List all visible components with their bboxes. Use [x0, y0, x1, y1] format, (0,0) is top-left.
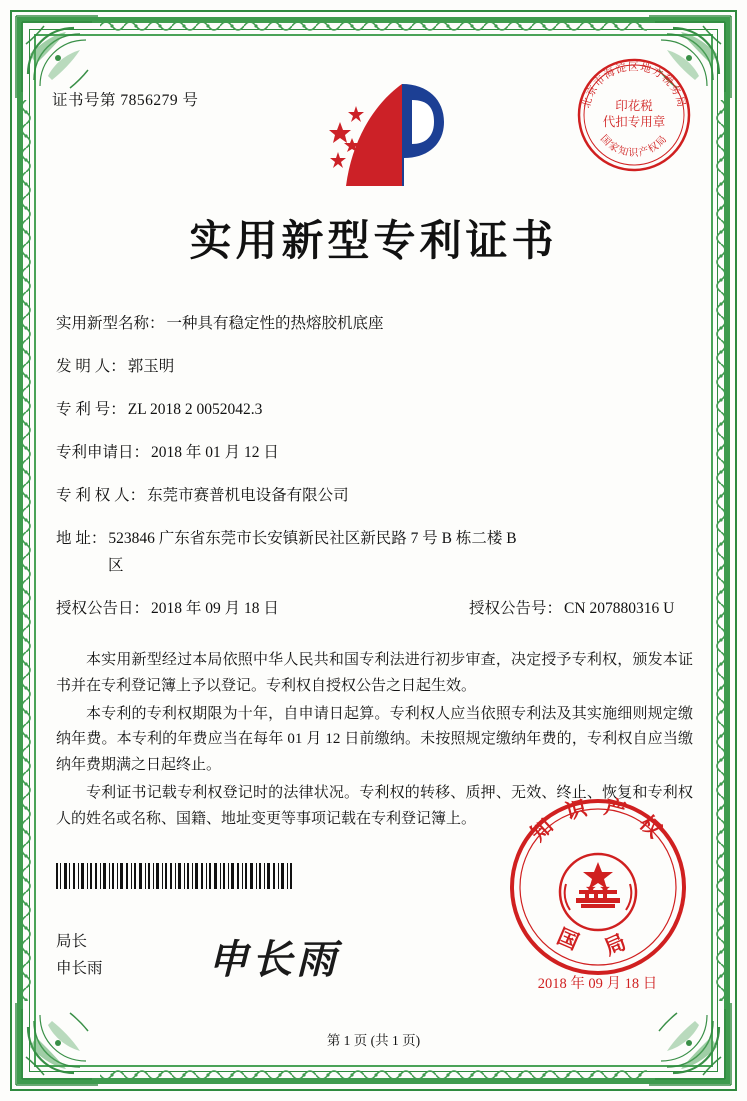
- tax-stamp-seal: [575, 56, 693, 174]
- field-row-utility-model-name: [56, 313, 696, 335]
- border-ornament-bottom: [100, 1067, 647, 1083]
- svg-text:北京市海淀区地方税务局: 北京市海淀区地方税务局: [581, 62, 687, 110]
- legal-paragraph-1: 本实用新型经过本局依照中华人民共和国专利法进行初步审查，决定授予专利权，颁发本证书并在专利登记簿上予以登记。专利权自授权公告之日起生效。: [56, 652, 693, 694]
- field-value-address-continued: 区: [108, 556, 124, 574]
- barcode: [56, 863, 294, 889]
- border-ornament-right: [713, 100, 729, 1001]
- field-label: 发 明 人：: [56, 357, 126, 375]
- field-value: 2018 年 01 月 12 日: [151, 443, 279, 461]
- field-value: 一种具有稳定性的热熔胶机底座: [166, 315, 384, 332]
- legal-paragraph-2: 本专利的专利权期限为十年，自申请日起算。专利权人应当依照专利法及其实施细则规定缴纳年费。本专利的年费应当在每年 01 月 12 日前缴纳。未按照规定缴纳年费的，专利权自应当缴纳年费期满之日起终止。: [56, 705, 693, 774]
- certificate-content: [48, 48, 699, 1053]
- legal-paragraph-3: 专利证书记载专利权登记时的法律状况。专利权的转移、质押、无效、终止、恢复和专利权人的姓名或名称、国籍、地址变更等事项记载在专利登记簿上。: [56, 784, 693, 827]
- certificate-number: 证书号第 7856279 号: [52, 92, 199, 109]
- signature-role: 局长: [56, 933, 88, 950]
- field-label: 专 利 号：: [56, 400, 126, 418]
- svg-text:知 识 产 权: 知 识 产 权: [526, 796, 670, 846]
- field-label: 地 址：: [56, 529, 107, 547]
- border-ornament-left: [18, 100, 34, 1001]
- field-row-application-date: [56, 442, 696, 464]
- field-label: 专 利 权 人：: [56, 486, 146, 504]
- field-value: ZL 2018 2 0052042.3: [127, 400, 263, 418]
- signature-name: 申长雨: [56, 960, 103, 978]
- svg-text:代扣专用章: 代扣专用章: [602, 115, 666, 129]
- cnipa-logo-icon: [316, 78, 456, 198]
- handwritten-signature: 申长雨: [208, 936, 340, 983]
- field-row-inventor: [56, 356, 696, 378]
- field-label-grant-date: 授权公告日：: [56, 599, 150, 617]
- field-row-address: [56, 528, 696, 550]
- field-value: 523846 广东省东莞市长安镇新民社区新民路 7 号 B 栋二楼 B: [108, 529, 517, 547]
- official-seal: [507, 796, 689, 978]
- field-label: 实用新型名称：: [56, 315, 165, 332]
- page-title: 实用新型专利证书: [189, 216, 558, 265]
- field-value: 东莞市赛普机电设备有限公司: [147, 486, 349, 504]
- field-value-grant-date: 2018 年 09 月 18 日: [151, 599, 279, 617]
- certificate-fields: [56, 313, 696, 641]
- svg-text:印花税: 印花税: [615, 99, 653, 113]
- svg-text:国 局: 国 局: [553, 924, 643, 961]
- field-value: 郭玉明: [127, 357, 175, 375]
- field-label-grant-number: 授权公告号：: [469, 599, 563, 617]
- field-row-patent-number: [56, 399, 696, 421]
- page-footer: 第 1 页 (共 1 页): [326, 1033, 421, 1048]
- field-row-grant-announcement: [56, 598, 696, 620]
- border-ornament-top: [100, 18, 647, 34]
- field-row-patentee: [56, 485, 696, 507]
- field-value-grant-number: CN 207880316 U: [564, 599, 675, 617]
- field-label: 专利申请日：: [56, 443, 150, 461]
- signature-block: [56, 928, 103, 982]
- svg-text:国家知识产权局: 国家知识产权局: [597, 133, 671, 159]
- seal-date: 2018 年 09 月 18 日: [537, 976, 658, 992]
